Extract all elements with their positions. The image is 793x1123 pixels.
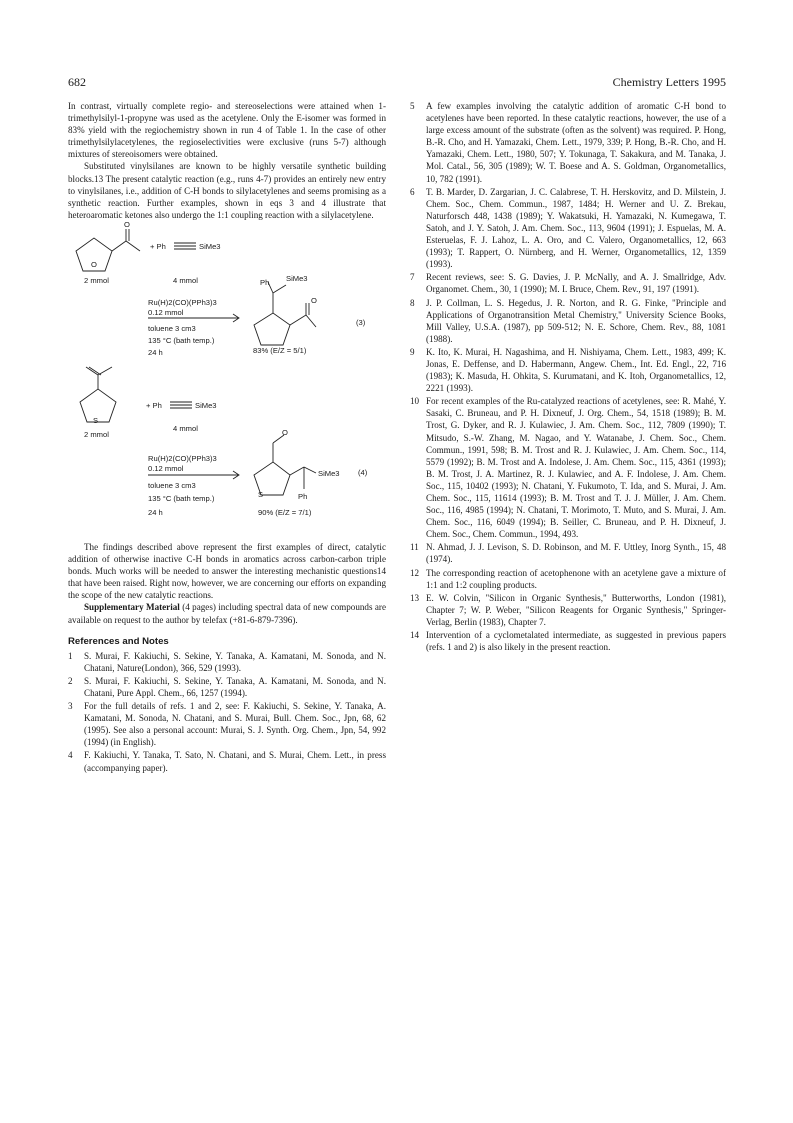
reference-item — [68, 749, 386, 773]
reference-text: T. B. Marder, D. Zargarian, J. C. Calabrese, T. H. Herskovitz, and D. Milstein, J. Chem. Soc., Chem. Commun., 1987, 1484; H. Werner and U. Z. Brekau, Naturforsch 448, 1438 (1989); Y. Wakatsuki, H. Yamazaki, N. Kumegawa, T. Satoh, and J. Y. Satoh, J. Am. Chem. Soc., 113, 9604 (1991); J. Espuelas, M. A. Esteruelas, F. J. Lahoz, L. A. Oro, and C. Valero, Organometallics, 12, 663 (1993); T. Rappert, O. Nürnberg, and H. Werner, Organometallics, 12, 1359 (1993). — [426, 186, 726, 270]
reference-number: 2 — [68, 675, 73, 686]
reference-number: 5 — [410, 101, 415, 111]
eq3-time: 24 h — [148, 347, 163, 357]
journal-header: Chemistry Letters 1995 — [612, 75, 726, 89]
reference-item — [68, 650, 386, 674]
reference-text: J. P. Collman, L. S. Hegedus, J. R. Norton, and R. G. Finke, "Principle and Applications of Organotransition Metal Chemistry," University Science Books, Mill Valley, U.S.A. (1987), pp 509-512; N. E. Schore, Chem. Rev., 88, 1081 (1988). — [426, 297, 726, 344]
eq4-time: 24 h — [148, 507, 163, 517]
eq3-yield: 83% (E/Z = 5/1) — [253, 345, 307, 355]
paragraph-3: The findings described above represent the first examples of direct, catalytic addition of otherwise inactive C-H bonds in aromatics across carbon-carbon triple bonds. Much works will be needed to answer the interesting mechanistic questions14 that have been raised. Right now, however, we are concerning our efforts on expanding the scope of the new catalytic reactions. — [68, 541, 386, 601]
reference-item — [410, 297, 726, 345]
reference-item — [410, 629, 726, 653]
eq3-amount-substrate: 2 mmol — [84, 275, 109, 285]
reference-number: 8 — [410, 297, 415, 308]
references-heading: References and Notes — [68, 635, 169, 647]
eq3-sub-o: O — [124, 219, 130, 229]
reference-number: 11 — [410, 542, 419, 553]
reference-item — [410, 541, 726, 565]
eq3-solvent: toluene 3 cm3 — [148, 323, 196, 333]
eq4-number: (4) — [358, 467, 368, 477]
eq4-ring-s: S — [258, 489, 264, 499]
eq3-product-o: O — [311, 295, 317, 305]
eq4-sub-s: S — [93, 415, 99, 425]
reference-item — [410, 592, 726, 628]
eq4-solvent: toluene 3 cm3 — [148, 480, 196, 490]
eq3-catalyst: Ru(H)2(CO)(PPh3)3 — [148, 297, 217, 307]
reference-number: 3 — [68, 701, 73, 712]
eq3-product-si: SiMe3 — [286, 273, 308, 283]
furan-product-ring — [254, 313, 290, 345]
reference-number: 6 — [410, 186, 415, 197]
eq3-alkyne-si: SiMe3 — [199, 241, 221, 251]
eq4-catalyst-amount: 0.12 mmol — [148, 463, 184, 473]
eq4-product-si: SiMe3 — [318, 468, 340, 478]
supplementary-material — [68, 601, 386, 625]
reference-text: The corresponding reaction of acetophenone with an acetylene gave a mixture of 1:1 and 1:2 coupling products. — [426, 567, 726, 590]
eq3-alkyne-ph: + Ph — [150, 241, 166, 251]
eq4-alkyne-ph: + Ph — [146, 400, 162, 410]
reference-number: 9 — [410, 346, 415, 357]
reference-text: F. Kakiuchi, Y. Tanaka, T. Sato, N. Chatani, and S. Murai, Chem. Lett., in press (accompanying paper). — [84, 750, 386, 773]
reference-item — [68, 700, 386, 748]
right-column — [410, 100, 726, 654]
reference-item — [410, 395, 726, 540]
supplementary-title: Supplementary Material — [84, 602, 180, 613]
reference-text: Recent reviews, see: S. G. Davies, J. P. McNally, and A. J. Smallridge, Adv. Organomet. Chem., 30, 1 (1990); M. I. Bruce, Chem. Rev., 91, 197 (1991). — [426, 272, 726, 295]
eq3-number: (3) — [356, 317, 366, 327]
reference-number: 10 — [410, 396, 420, 407]
eq4-product-ph: Ph — [298, 491, 308, 501]
reference-text: N. Ahmad, J. J. Levison, S. D. Robinson, and M. F. Uttley, Inorg Synth., 15, 48 (1974). — [426, 542, 726, 565]
reference-text: S. Murai, F. Kakiuchi, S. Sekine, Y. Tanaka, A. Kamatani, M. Sonoda, and N. Chatani, Pure Appl. Chem., 66, 1257 (1994). — [84, 675, 386, 698]
reference-item — [410, 186, 726, 271]
reaction-scheme — [68, 219, 386, 529]
eq3-amount-alkyne: 4 mmol — [173, 275, 198, 285]
reference-number: 13 — [410, 592, 420, 603]
reference-number: 14 — [410, 630, 420, 641]
left-column — [68, 100, 386, 775]
reference-text: For the full details of refs. 1 and 2, see: F. Kakiuchi, S. Sekine, Y. Tanaka, A. Kamatani, M. Sonoda, N. Chatani, and S. Murai, Bull. Chem. Soc., Jpn, 68, 62 (1995). See also a personal account: Murai, S. J. Synth. Org. Chem., Jpn, 54, 992 (1994) (in English). — [84, 701, 386, 748]
reference-item — [410, 567, 726, 591]
reference-item — [68, 675, 386, 699]
eq4-product-o: O — [282, 427, 288, 437]
reference-item — [410, 271, 726, 295]
eq3-product-ph: Ph — [260, 277, 270, 287]
eq3-ring-o: O — [91, 259, 97, 269]
reference-text: S. Murai, F. Kakiuchi, S. Sekine, Y. Tanaka, A. Kamatani, M. Sonoda, and N. Chatani, Nature(London), 366, 529 (1993). — [84, 650, 386, 673]
reference-text: E. W. Colvin, "Silicon in Organic Synthesis," Butterworths, London (1981), Chapter 7; W. P. Weber, "Silicon Reagents for Organic Synthesis," Springer-Verlag, Berlin (1983), Chapter 7. — [426, 592, 726, 627]
page-number: 682 — [68, 75, 86, 89]
reference-number: 7 — [410, 272, 415, 283]
eq4-amount-alkyne: 4 mmol — [173, 423, 198, 433]
reference-text: For recent examples of the Ru-catalyzed reactions of acetylenes, see: R. Mahé, Y. Sasaki, C. Bruneau, and P. H. Dixneuf, J. Org. Chem., 54, 1518 (1989); B. M. Trost, G. Dyker, and R. J. Kulawiec, J. Am. Chem. Soc., 112, 7809 (1990); T. Mitsudo, S.-W. Zhang, M. Nagao, and Y. Watanabe, J. Chem. Soc., Chem. Commun., 1991, 598; B. M. Trost and R. J. Kulawiec, J. Am. Chem. Soc., 114, 5579 (1992); B. M. Trost and A. Indolese, J. Am. Chem. Soc., 115, 4361 (1993); B. M. Trost, J. A. Martinez, R. J. Kulawiec, and A. F. Indolese, J. Am. Chem. Soc., 115, 10402 (1993); N. Chatani, Y. Fukumoto, T. Ida, and S. Murai, J. Am. Chem. Soc., 115, 11614 (1993); B. M. Trost and T. J. J. Müller, J. Am. Chem. Soc., 116, 4985 (1994); N. Chatani, T. Morimoto, T. Muto, and S. Murai, J. Am. Chem. Soc., 116, 6049 (1994); B. Seiller, C. Bruneau, and P. H. Dixneuf, J. Chem. Soc., Chem. Commun., 1994, 493. — [426, 396, 726, 540]
reference-number: 4 — [68, 750, 73, 761]
paragraph-2: Substituted vinylsilanes are known to be highly versatile synthetic building blocks.13 The present catalytic reaction (e.g., runs 4-7) provides an entirely new entry to vinylsilanes, i.e., addition of C-H bonds to silylacetylenes and seems promising as a synthetic reaction. Further examples, shown in eqs 3 and 4 illustrate that heteroaromatic ketones also undergo the 1:1 coupling reaction with a silylacetylene. — [68, 161, 386, 220]
eq4-yield: 90% (E/Z = 7/1) — [258, 507, 312, 517]
reference-item — [410, 346, 726, 394]
eq3-catalyst-amount: 0.12 mmol — [148, 307, 184, 317]
reference-number: 12 — [410, 567, 420, 578]
eq4-amount-substrate: 2 mmol — [84, 429, 109, 439]
reference-item — [410, 100, 726, 185]
paragraph-1: In contrast, virtually complete regio- and stereoselections were attained when 1-trimethylsilyl-1-propyne was used as the acetylene. Only the E-isomer was formed in 83% yield with the regiochemistry shown in run 4 of Table 1. In the case of other trimethylsilylacetylenes, the regioselectivities were exclusive (runs 5-7) although mixtures of stereoisomers were obtained. — [68, 101, 386, 160]
eq4-alkyne-si: SiMe3 — [195, 400, 217, 410]
reference-text: A few examples involving the catalytic addition of aromatic C-H bond to acetylenes have been reported. In these catalytic reactions, however, the use of a large excess amount of the substrate (often as the solvent) was required. P. Hong, B.-R. Cho, and H. Yamazaki, Chem. Lett., 1979, 339; P. Hong, B.-R. Cho, and H. Yamazaki, Chem. Lett., 1980, 507; Y. Tokunaga, T. Sakakura, and M. Tanaka, J. Mol. Catal., 56, 305 (1989); W. T. Boese and A. S. Goldman, Organometallics, 10, 782 (1991). — [426, 101, 726, 184]
eq3-temperature: 135 °C (bath temp.) — [148, 335, 215, 345]
reference-text: K. Ito, K. Murai, H. Nagashima, and H. Nishiyama, Chem. Lett., 1983, 499; K. Jonas, E. Deffense, and D. Habermann, Angew. Chem., Int. Ed. Engl., 22, 716 (1983); K. Masuda, H. Ohkita, S. Kurumatani, and K. Itoh, Organometallics, 12, 2221 (1993). — [426, 346, 726, 394]
scheme-drawing — [68, 227, 386, 529]
reference-text: Intervention of a cyclometalated intermediate, as suggested in previous papers (refs. 1 and 2) is also likely in the present reaction. — [426, 630, 726, 653]
eq4-temperature: 135 °C (bath temp.) — [148, 493, 215, 503]
supplementary-text: (4 pages) including spectral data of new compounds are available on request to the author by telefax (+81-6-879-7396). — [68, 602, 386, 625]
reference-number: 1 — [68, 650, 73, 661]
eq4-catalyst: Ru(H)2(CO)(PPh3)3 — [148, 453, 217, 463]
